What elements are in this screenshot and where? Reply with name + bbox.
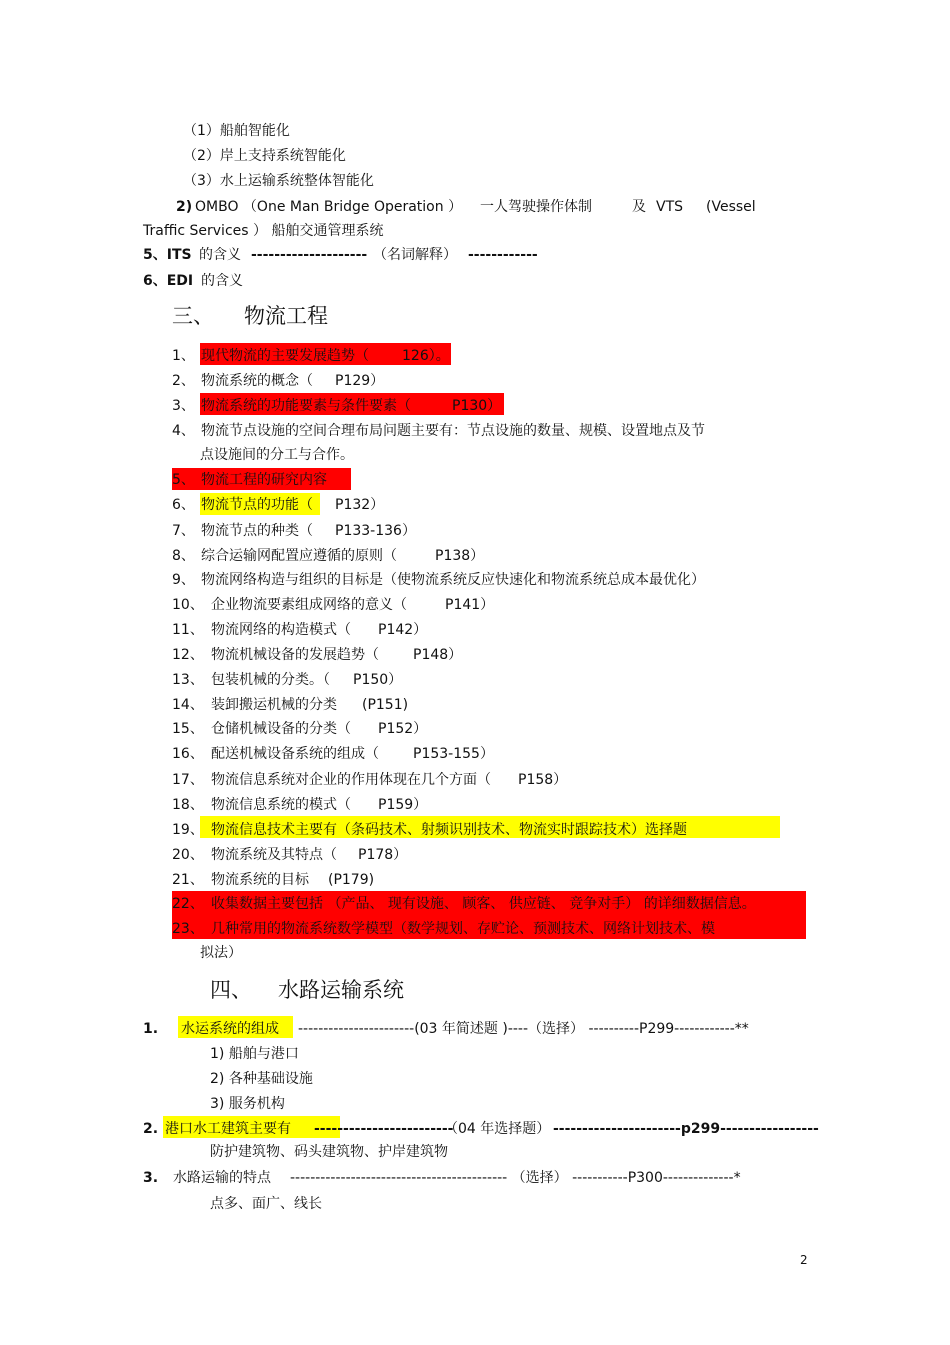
ombo-text: 及 bbox=[632, 199, 646, 215]
list-item-page: P148） bbox=[413, 647, 463, 663]
list-number: 1、 bbox=[172, 348, 195, 364]
q-sub: 3) 服务机构 bbox=[210, 1096, 285, 1112]
list-item-page: P153-155） bbox=[413, 746, 494, 762]
its-note: （名词解释） bbox=[373, 247, 457, 263]
list-number: 5、 bbox=[172, 472, 195, 488]
list-number: 2、 bbox=[172, 373, 195, 389]
edi-num: 6、EDI bbox=[143, 273, 194, 289]
ombo-text: (Vessel bbox=[706, 199, 756, 215]
list-item-text: 物流系统的功能要素与条件要素（ bbox=[201, 398, 411, 414]
intro-item: （2）岸上支持系统智能化 bbox=[183, 148, 346, 164]
list-item-text: 物流工程的研究内容 bbox=[201, 472, 327, 488]
list-item-text: 物流系统的概念（ bbox=[201, 373, 313, 389]
q-num: 2. bbox=[143, 1121, 159, 1137]
its-dash: -------------------- bbox=[251, 247, 368, 263]
list-number: 15、 bbox=[172, 721, 204, 737]
intro-item: （1）船舶智能化 bbox=[183, 123, 290, 139]
q-dash: ------------------------ bbox=[314, 1121, 454, 1137]
ombo-line2: Traffic Services ） 船舶交通管理系统 bbox=[143, 223, 384, 239]
intro-item: （3）水上运输系统整体智能化 bbox=[183, 173, 374, 189]
list-item-text: 物流网络构造与组织的目标是（使物流系统反应快速化和物流系统总成本最优化） bbox=[201, 572, 705, 588]
list-item-text: 物流节点的功能（ bbox=[201, 497, 313, 513]
list-item-text: 收集数据主要包括 （产品、 现有设施、 顾客、 供应链、 竞争对手） 的详细数据信息。 bbox=[211, 896, 756, 912]
list-item-page: P133-136） bbox=[335, 523, 416, 539]
its-text: 的含义 bbox=[199, 247, 241, 263]
list-number: 4、 bbox=[172, 423, 195, 439]
list-item-text: 综合运输网配置应遵循的原则（ bbox=[201, 548, 397, 564]
list-number: 11、 bbox=[172, 622, 204, 638]
q-num: 3. bbox=[143, 1170, 159, 1186]
list-item-text: 物流信息技术主要有（条码技术、射频识别技术、物流实时跟踪技术）选择题 bbox=[211, 822, 687, 838]
list-item-text: 企业物流要素组成网络的意义（ bbox=[211, 597, 407, 613]
list-item-page: P132） bbox=[335, 497, 385, 513]
list-number: 20、 bbox=[172, 847, 204, 863]
edi-text: 的含义 bbox=[201, 273, 243, 289]
list-number: 21、 bbox=[172, 872, 204, 888]
list-item-page: (P151) bbox=[362, 697, 409, 713]
list-number: 14、 bbox=[172, 697, 204, 713]
q-mid: （04 年选择题） bbox=[444, 1121, 551, 1137]
list-item-page: P141） bbox=[445, 597, 495, 613]
list-number: 17、 bbox=[172, 772, 204, 788]
list-item-text: 物流信息系统的模式（ bbox=[211, 797, 351, 813]
list-item-text: 物流系统的目标 bbox=[211, 872, 309, 888]
list-number: 18、 bbox=[172, 797, 204, 813]
q-num: 1. bbox=[143, 1021, 159, 1037]
list-number: 16、 bbox=[172, 746, 204, 762]
ombo-text: OMBO （One Man Bridge Operation ） bbox=[195, 199, 463, 215]
list-item-text: 现代物流的主要发展趋势（ bbox=[201, 348, 369, 364]
list-item-text: 物流信息系统对企业的作用体现在几个方面（ bbox=[211, 772, 491, 788]
q-rest: ------------------------------------------- （选择） -----------P300--------------* bbox=[290, 1170, 741, 1186]
list-item-page: P158） bbox=[518, 772, 568, 788]
list-item-page: P138） bbox=[435, 548, 485, 564]
section-number: 三、 bbox=[172, 304, 214, 328]
section-number: 四、 bbox=[210, 978, 252, 1002]
list-number: 3、 bbox=[172, 398, 195, 414]
list-item-page: P130） bbox=[452, 398, 502, 414]
section-heading: 物流工程 bbox=[244, 304, 328, 328]
q-rest: -----------------------(03 年简述题 )----（选择） ----------P299------------** bbox=[298, 1021, 749, 1037]
list-item-page: P178） bbox=[358, 847, 408, 863]
list-item-text: 物流节点的种类（ bbox=[201, 523, 313, 539]
section-heading: 水路运输系统 bbox=[278, 978, 404, 1002]
its-dash: ------------ bbox=[468, 247, 538, 263]
list-number: 12、 bbox=[172, 647, 204, 663]
its-num: 5、ITS bbox=[143, 247, 192, 263]
list-item-text: 几种常用的物流系统数学模型（数学规划、存贮论、预测技术、网络计划技术、模 bbox=[211, 921, 715, 937]
list-item-page: P152） bbox=[378, 721, 428, 737]
list-item-page: P129） bbox=[335, 373, 385, 389]
list-item-text: 物流系统及其特点（ bbox=[211, 847, 337, 863]
q-sub: 点多、面广、线长 bbox=[210, 1196, 322, 1212]
list-item-text: 装卸搬运机械的分类 bbox=[211, 697, 337, 713]
list-item-text: 点设施间的分工与合作。 bbox=[200, 447, 354, 463]
list-item-text: 拟法） bbox=[200, 945, 242, 961]
q-text: 港口水工建筑主要有 bbox=[165, 1121, 291, 1137]
list-item-page: P159） bbox=[378, 797, 428, 813]
q-end: ----------------------p299----------------- bbox=[553, 1121, 819, 1137]
list-item-text: 仓储机械设备的分类（ bbox=[211, 721, 351, 737]
list-number: 9、 bbox=[172, 572, 195, 588]
q-sub: 1) 船舶与港口 bbox=[210, 1046, 299, 1062]
list-number: 6、 bbox=[172, 497, 195, 513]
list-number: 19、 bbox=[172, 822, 204, 838]
list-item-page: 126）。 bbox=[402, 348, 450, 364]
q-sub: 2) 各种基础设施 bbox=[210, 1071, 313, 1087]
ombo-num: 2) bbox=[176, 199, 193, 215]
ombo-text: VTS bbox=[656, 199, 684, 215]
q-text: 水路运输的特点 bbox=[173, 1170, 271, 1186]
list-number: 23、 bbox=[172, 921, 204, 937]
list-item-text: 物流机械设备的发展趋势（ bbox=[211, 647, 379, 663]
q-text: 水运系统的组成 bbox=[181, 1021, 279, 1037]
q-sub: 防护建筑物、码头建筑物、护岸建筑物 bbox=[210, 1144, 448, 1160]
list-number: 22、 bbox=[172, 896, 204, 912]
list-number: 10、 bbox=[172, 597, 204, 613]
list-number: 7、 bbox=[172, 523, 195, 539]
list-item-page: (P179) bbox=[328, 872, 375, 888]
page-number: 2 bbox=[800, 1253, 808, 1267]
list-item-text: 物流节点设施的空间合理布局问题主要有：节点设施的数量、规模、设置地点及节 bbox=[201, 423, 705, 439]
list-number: 8、 bbox=[172, 548, 195, 564]
list-item-page: P142） bbox=[378, 622, 428, 638]
list-item-text: 配送机械设备系统的组成（ bbox=[211, 746, 379, 762]
ombo-text: 一人驾驶操作体制 bbox=[480, 199, 592, 215]
list-item-page: P150） bbox=[353, 672, 403, 688]
list-number: 13、 bbox=[172, 672, 204, 688]
list-item-text: 包装机械的分类。（ bbox=[211, 672, 330, 688]
list-item-text: 物流网络的构造模式（ bbox=[211, 622, 351, 638]
